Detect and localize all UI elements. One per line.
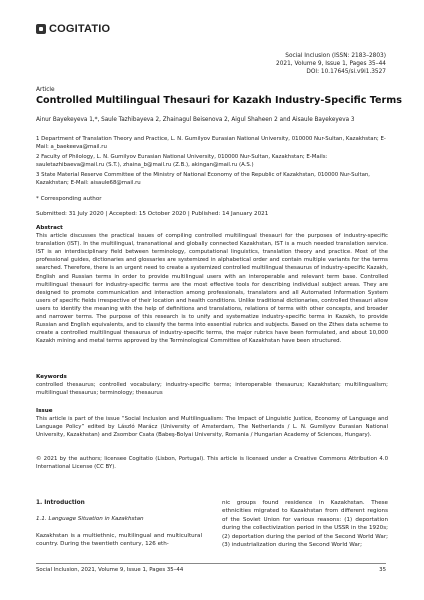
page-footer	[36, 563, 386, 573]
abstract-text: This article discusses the practical issues of compiling controlled multilingual thesauri for the purposes of industry-specific translation (IST). In the multilingual, transnational and globally connected Kazakhstan, IST is a much needed translation service. IST is an interdisciplinary field between terminology, computational linguistics, translation theory and practice. Most of the professional guides, dictionaries and glossaries are systemized in alphabetical order and contain multiple variants for the terms searched. Therefore, there is an urgent need to create a systemized controlled multilingual thesaurus of industry-specific Kazakh, English and Russian terms in order to provide multilingual users with an interoperable and relevant term base. Controlled multilingual thesauri for industry-specific terms are the most effective tools for describing individual subject areas. They are designed to promote communication and interaction among professionals, translators and all Automated Information System users of specific fields irrespective of their location and health conditions. Unlike traditional dictionaries, controlled thesauri allow users to identify the meaning with the help of definitions and translations, relations of terms with other concepts, and broader and narrower terms. The purpose of this research is to unify and systematize industry-specific terms in Kazakh, to provide Russian and English equivalents, and to classify the terms into essential rubrics and subjects. Based on the Zthes data scheme to create a controlled multilingual thesaurus of industry-specific terms, the major rubrics have been formulated, and about 10,000 Kazakh mining and metal terms approved by the Terminological Committee of Kazakhstan have been structured.	[36, 233, 388, 345]
publisher-logo	[36, 23, 110, 35]
logo-text: COGITATIO	[49, 23, 111, 35]
volume-info: 2021, Volume 9, Issue 1, Pages 35–44	[276, 61, 386, 67]
body-column-right	[222, 499, 388, 549]
citation-block	[276, 52, 386, 76]
affiliation-3: 3 State Material Reserve Committee of the Ministry of National Economy of the Republic of Kazakhstan, 010000 Nur-Sultan, Kazakhstan; E-Mail: aisaule68@mail.ru	[36, 172, 371, 186]
journal-issn: Social Inclusion (ISSN: 2183–2803)	[285, 53, 386, 59]
page-number: 35	[379, 567, 386, 573]
article-title: Controlled Multilingual Thesauri for Kazakh Industry-Specific Terms	[36, 95, 402, 106]
issue-heading: Issue	[36, 408, 53, 414]
doi-link[interactable]: DOI: 10.17645/si.v9i1.3527	[306, 69, 386, 75]
article-type-label: Article	[36, 87, 55, 93]
subsection-heading: 1.1. Language Situation in Kazakhstan	[36, 516, 144, 523]
keywords-text: controlled thesaurus; controlled vocabulary; industry-specific terms; interoperable thesaurus; Kazakhstan; multilingualism; multilingual thesaurus; terminology; thesaurus	[36, 382, 388, 397]
body-column-left	[36, 499, 202, 549]
keywords-heading: Keywords	[36, 374, 67, 380]
issue-text: This article is part of the issue “Social Inclusion and Multilingualism: The Impact of Linguistic Justice, Economy of Language and Language Policy” edited by László Marácz (University of Amsterdam, The Netherlands / L. N. Gumilyov Eurasian National University, Kazakhstan) and Zsombor Csata (Babeş-Bolyai University, Romania / Hungarian Academy of Sciences, Hungary).	[36, 416, 388, 439]
license-section	[36, 455, 388, 471]
abstract-heading: Abstract	[36, 225, 63, 231]
publication-dates: Submitted: 31 July 2020 | Accepted: 15 October 2020 | Published: 14 January 2021	[36, 211, 269, 217]
footer-citation: Social Inclusion, 2021, Volume 9, Issue 1, Pages 35–44	[36, 567, 184, 573]
license-text: © 2021 by the authors; licensee Cogitatio (Lisbon, Portugal). This article is licensed under a Creative Commons Attribution 4.0 International License (CC BY).	[36, 456, 388, 471]
keywords-section	[36, 373, 388, 397]
author-list: Ainur Bayekeyeva 1,*, Saule Tazhibayeva 2, Zhainagul Beisenova 2, Aigul Shaheen 2 and Aisaule Bayekeyeva 3	[36, 117, 355, 123]
corresponding-author-note: * Corresponding author	[36, 196, 102, 202]
affiliation-1: 1 Department of Translation Theory and Practice, L. N. Gumilyov Eurasian National University, 010000 Nur-Sultan, Kazakhstan; E-Mail: a_baekeeva@mail.ru	[36, 136, 386, 150]
cogitatio-logo-icon	[36, 24, 46, 34]
section-heading: 1. Introduction	[36, 500, 85, 506]
affiliation-2: 2 Faculty of Philology, L. N. Gumilyov Eurasian National University, 010000 Nur-Sultan, Kazakhstan; E-Mails: sauletazhibaeva@mail.ru (S.T.), zhaina_b@mail.ru (Z.B.), akingan@mail.ru (A.S.)	[36, 154, 328, 168]
affiliations	[36, 135, 388, 189]
body-paragraph-left: Kazakhstan is a multiethnic, multilingual and multicultural country. During the twentieth century, 126 eth-	[36, 532, 202, 548]
issue-section	[36, 407, 388, 439]
body-paragraph-right: nic groups found residence in Kazakhstan. These ethnicities migrated to Kazakhstan from different regions of the Soviet Union for various reasons: (1) deportation during the collectivization period in the USSR in the 1920s; (2) deportation during the period of the Second World War; (3) industrialization during the Second World War;	[222, 500, 388, 549]
abstract-section	[36, 224, 388, 345]
